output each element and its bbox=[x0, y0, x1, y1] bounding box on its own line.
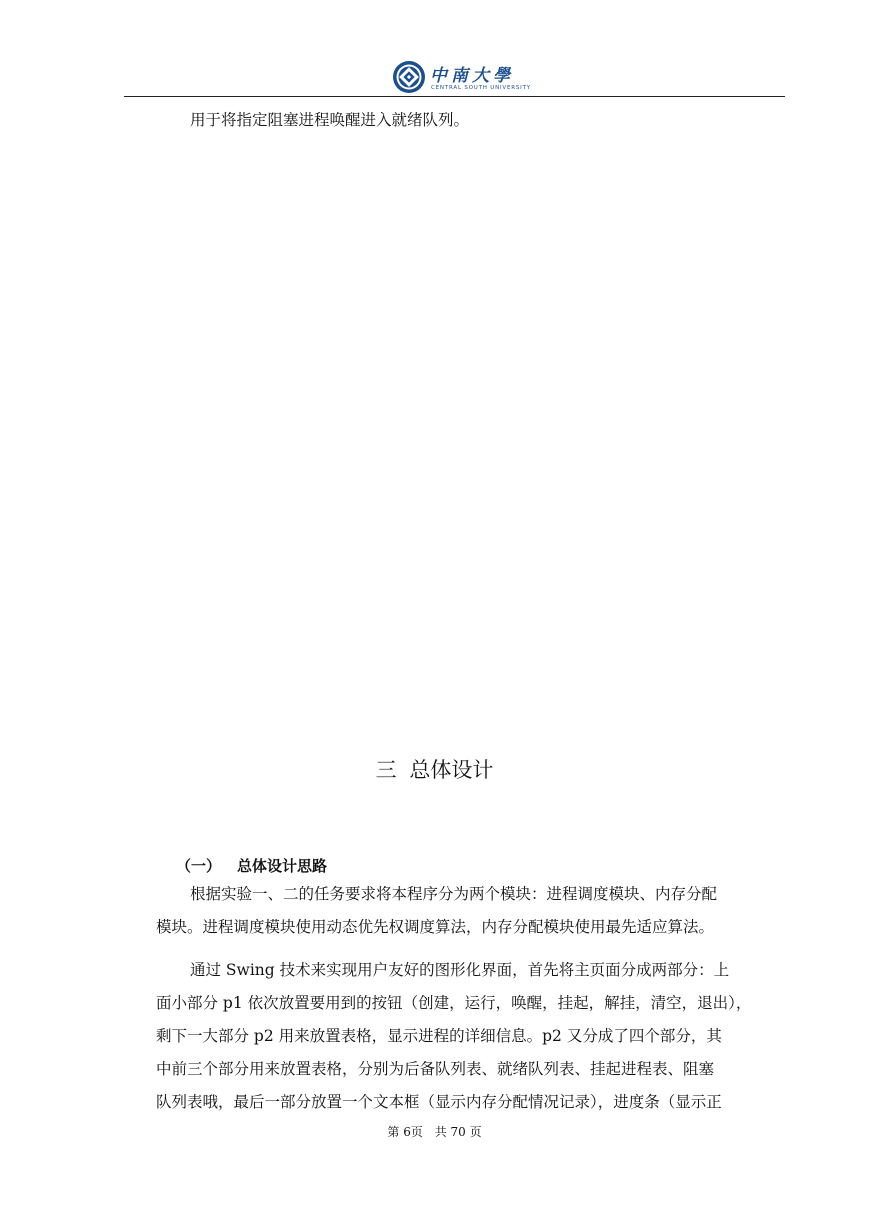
paragraph2-line: 通过 Swing 技术来实现用户友好的图形化界面，首先将主页面分成两部分：上 bbox=[190, 961, 730, 979]
top-paragraph: 用于将指定阻塞进程唤醒进入就绪队列。 bbox=[190, 111, 470, 129]
page-number: 第 6页 bbox=[387, 1125, 423, 1139]
page-footer bbox=[0, 1123, 869, 1140]
university-logo bbox=[392, 60, 531, 96]
paragraph2-line: 剩下一大部分 p2 用来放置表格，显示进程的详细信息。p2 又分成了四个部分，其 bbox=[156, 1027, 722, 1045]
header-divider bbox=[124, 96, 785, 97]
chapter-title: 三 总体设计 bbox=[375, 758, 494, 782]
university-emblem-icon bbox=[392, 60, 426, 94]
logo-english-name: CENTRAL SOUTH UNIVERSITY bbox=[431, 85, 531, 91]
paragraph2-line: 队列表哦，最后一部分放置一个文本框（显示内存分配情况记录），进度条（显示正 bbox=[156, 1093, 722, 1111]
page-total: 共 70 页 bbox=[434, 1125, 482, 1139]
paragraph1-line: 根据实验一、二的任务要求将本程序分为两个模块：进程调度模块、内存分配 bbox=[190, 885, 718, 903]
section-heading bbox=[176, 855, 327, 876]
logo-chinese-name: 中南大學 bbox=[430, 66, 514, 86]
section-title: 总体设计思路 bbox=[237, 857, 328, 875]
paragraph2-line: 面小部分 p1 依次放置要用到的按钮（创建，运行，唤醒，挂起，解挂，清空，退出）， bbox=[156, 994, 752, 1012]
page-header bbox=[124, 58, 785, 98]
section-number: （一） bbox=[176, 857, 222, 875]
paragraph2-line: 中前三个部分用来放置表格，分别为后备队列表、就绪队列表、挂起进程表、阻塞 bbox=[156, 1060, 715, 1078]
paragraph1-line: 模块。进程调度模块使用动态优先权调度算法，内存分配模块使用最先适应算法。 bbox=[156, 918, 715, 936]
